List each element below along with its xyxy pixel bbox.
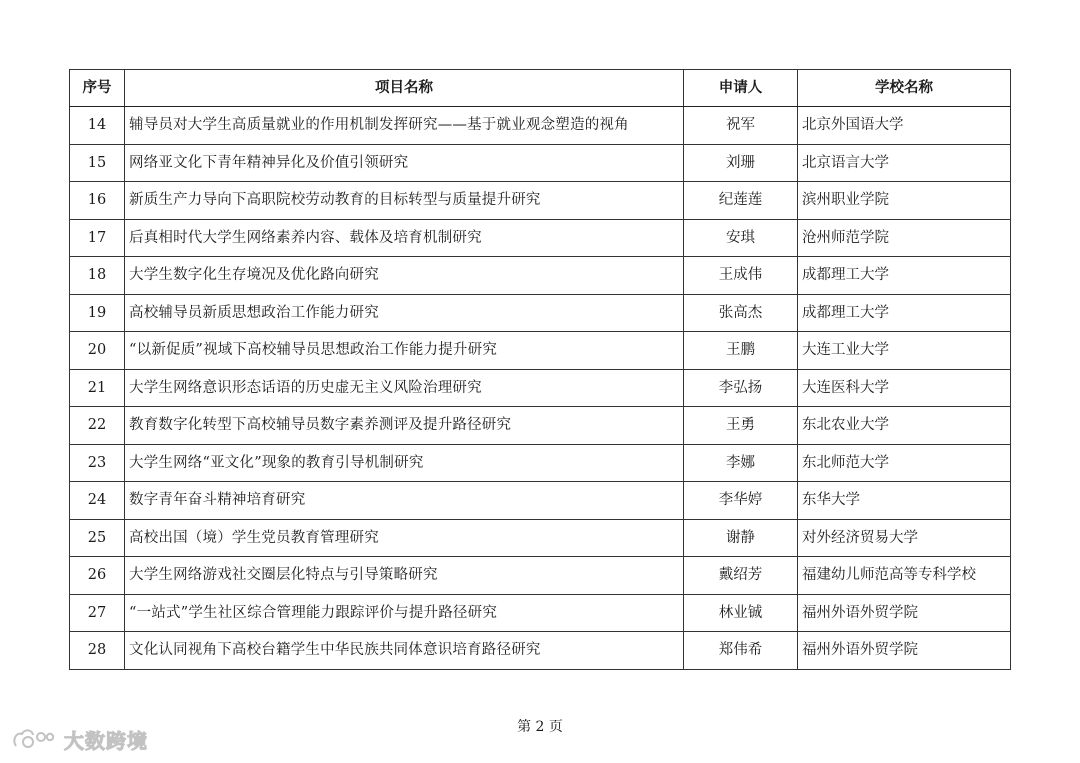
cell-school: 东北师范大学 xyxy=(798,444,1011,482)
cell-school: 福州外语外贸学院 xyxy=(798,632,1011,670)
cell-project-name: 教育数字化转型下高校辅导员数字素养测评及提升路径研究 xyxy=(125,407,684,445)
cell-project-name: 大学生网络游戏社交圈层化特点与引导策略研究 xyxy=(125,557,684,595)
table-row xyxy=(70,594,1011,632)
cell-project-name: 高校出国（境）学生党员教育管理研究 xyxy=(125,519,684,557)
table-row xyxy=(70,182,1011,220)
cell-no: 27 xyxy=(70,594,125,632)
cell-school: 福州外语外贸学院 xyxy=(798,594,1011,632)
cell-no: 17 xyxy=(70,219,125,257)
cell-school: 成都理工大学 xyxy=(798,294,1011,332)
cell-project-name: “以新促质”视域下高校辅导员思想政治工作能力提升研究 xyxy=(125,332,684,370)
cell-applicant: 安琪 xyxy=(684,219,798,257)
cell-project-name: “一站式”学生社区综合管理能力跟踪评价与提升路径研究 xyxy=(125,594,684,632)
table-row xyxy=(70,369,1011,407)
cell-no: 16 xyxy=(70,182,125,220)
cell-school: 福建幼儿师范高等专科学校 xyxy=(798,557,1011,595)
cell-school: 滨州职业学院 xyxy=(798,182,1011,220)
table-row xyxy=(70,632,1011,670)
cell-applicant: 谢静 xyxy=(684,519,798,557)
cell-project-name: 网络亚文化下青年精神异化及价值引领研究 xyxy=(125,144,684,182)
cell-project-name: 大学生网络“亚文化”现象的教育引导机制研究 xyxy=(125,444,684,482)
cell-no: 18 xyxy=(70,257,125,295)
watermark-text: 大数跨境 xyxy=(64,729,148,753)
cell-applicant: 李华婷 xyxy=(684,482,798,520)
cell-project-name: 后真相时代大学生网络素养内容、载体及培育机制研究 xyxy=(125,219,684,257)
cell-applicant: 戴绍芳 xyxy=(684,557,798,595)
header-school: 学校名称 xyxy=(798,70,1011,107)
table-row xyxy=(70,257,1011,295)
cell-applicant: 张高杰 xyxy=(684,294,798,332)
cell-no: 14 xyxy=(70,107,125,145)
cell-no: 25 xyxy=(70,519,125,557)
header-project-name: 项目名称 xyxy=(125,70,684,107)
cell-applicant: 王勇 xyxy=(684,407,798,445)
project-table xyxy=(69,69,1011,670)
page-number: 第 2 页 xyxy=(517,719,563,735)
cell-school: 大连工业大学 xyxy=(798,332,1011,370)
cell-school: 北京外国语大学 xyxy=(798,107,1011,145)
cell-school: 成都理工大学 xyxy=(798,257,1011,295)
cell-applicant: 王成伟 xyxy=(684,257,798,295)
cell-no: 23 xyxy=(70,444,125,482)
table-header-row xyxy=(70,70,1011,107)
table-row xyxy=(70,107,1011,145)
table-row xyxy=(70,144,1011,182)
cell-applicant: 纪莲莲 xyxy=(684,182,798,220)
cell-no: 20 xyxy=(70,332,125,370)
table-row xyxy=(70,407,1011,445)
table-body xyxy=(70,107,1011,670)
header-applicant: 申请人 xyxy=(684,70,798,107)
cell-no: 19 xyxy=(70,294,125,332)
cell-applicant: 李娜 xyxy=(684,444,798,482)
watermark xyxy=(10,725,148,754)
cell-no: 21 xyxy=(70,369,125,407)
table-row xyxy=(70,557,1011,595)
cell-school: 东华大学 xyxy=(798,482,1011,520)
cell-applicant: 王鹏 xyxy=(684,332,798,370)
cell-school: 东北农业大学 xyxy=(798,407,1011,445)
brand-logo-icon xyxy=(10,726,58,754)
table-row xyxy=(70,519,1011,557)
cell-school: 对外经济贸易大学 xyxy=(798,519,1011,557)
cell-project-name: 辅导员对大学生高质量就业的作用机制发挥研究——基于就业观念塑造的视角 xyxy=(125,107,684,145)
cell-project-name: 高校辅导员新质思想政治工作能力研究 xyxy=(125,294,684,332)
cell-no: 28 xyxy=(70,632,125,670)
cell-school: 沧州师范学院 xyxy=(798,219,1011,257)
table-row xyxy=(70,294,1011,332)
cell-project-name: 数字青年奋斗精神培育研究 xyxy=(125,482,684,520)
cell-no: 24 xyxy=(70,482,125,520)
cell-applicant: 李弘扬 xyxy=(684,369,798,407)
header-no: 序号 xyxy=(70,70,125,107)
table-row xyxy=(70,332,1011,370)
table-row xyxy=(70,444,1011,482)
cell-applicant: 刘珊 xyxy=(684,144,798,182)
cell-applicant: 林业铖 xyxy=(684,594,798,632)
cell-project-name: 文化认同视角下高校台籍学生中华民族共同体意识培育路径研究 xyxy=(125,632,684,670)
cell-no: 15 xyxy=(70,144,125,182)
cell-no: 22 xyxy=(70,407,125,445)
cell-project-name: 大学生网络意识形态话语的历史虚无主义风险治理研究 xyxy=(125,369,684,407)
cell-project-name: 新质生产力导向下高职院校劳动教育的目标转型与质量提升研究 xyxy=(125,182,684,220)
cell-applicant: 祝军 xyxy=(684,107,798,145)
cell-project-name: 大学生数字化生存境况及优化路向研究 xyxy=(125,257,684,295)
cell-applicant: 郑伟希 xyxy=(684,632,798,670)
table-row xyxy=(70,482,1011,520)
cell-no: 26 xyxy=(70,557,125,595)
table-row xyxy=(70,219,1011,257)
cell-school: 大连医科大学 xyxy=(798,369,1011,407)
cell-school: 北京语言大学 xyxy=(798,144,1011,182)
